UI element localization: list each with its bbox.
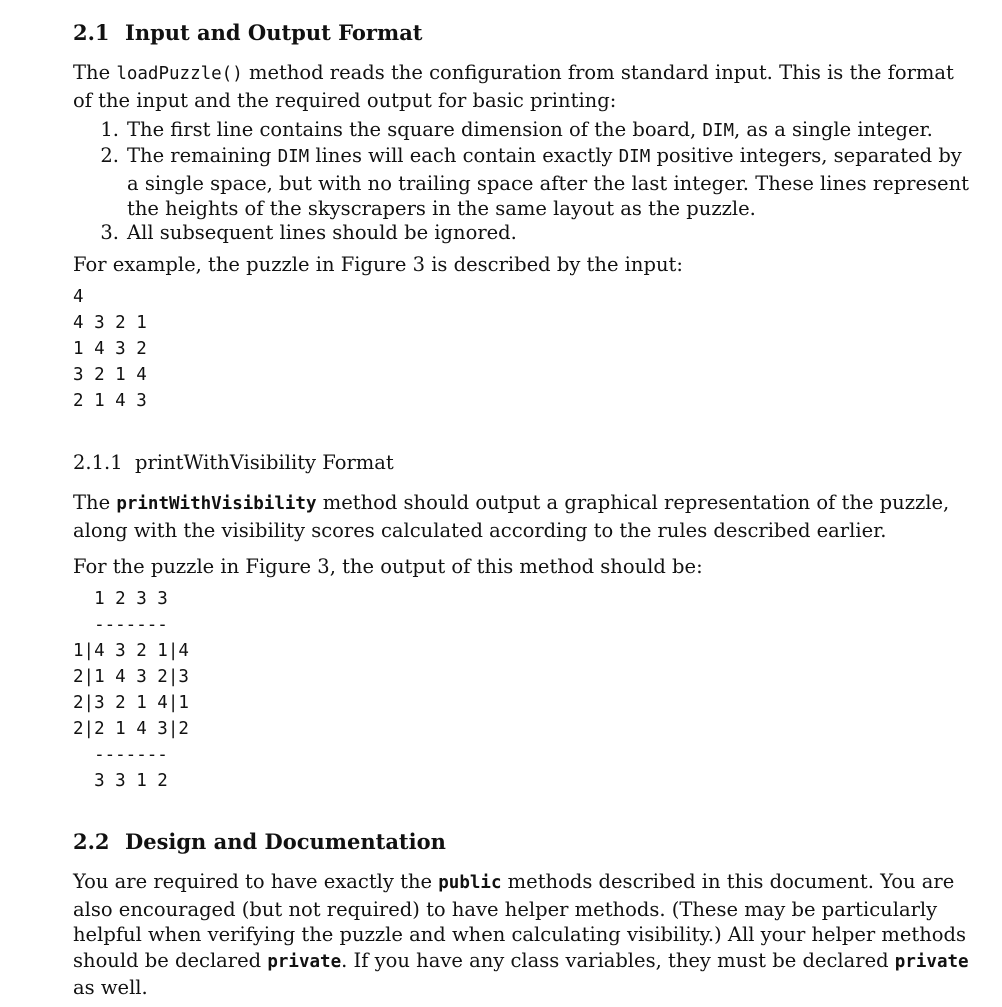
list-item-1: 1. The first line contains the square dimension of the board, DIM, as a single integer. [100, 118, 933, 141]
example-intro: For example, the puzzle in Figure 3 is described by the input: [73, 253, 683, 276]
subsection-number: 2.1.1 [73, 451, 123, 474]
subsection-heading-2-1-1 [73, 451, 394, 474]
section-heading-2-1 [73, 20, 423, 45]
code-private: private [267, 951, 342, 972]
pwv-paragraph: The printWithVisibility method should output a graphical representation of the puzzle, along with the visibility scores calculated according to the rules described earlier. [73, 491, 950, 542]
section-number: 2.2 [73, 829, 110, 854]
code-loadpuzzle: loadPuzzle() [116, 64, 243, 84]
code-printwithvisibility: printWithVisibility [116, 494, 317, 514]
list-item-3: 3. All subsequent lines should be ignored. [100, 221, 517, 244]
input-code-block: 4 4 3 2 1 1 4 3 2 3 2 1 4 2 1 4 3 [73, 287, 147, 411]
output-intro: For the puzzle in Figure 3, the output of this method should be: [73, 555, 703, 578]
code-dim: DIM [702, 121, 734, 141]
list-item-2: 2. The remaining DIM lines will each contain exactly DIM positive integers, separated by a single space, but with no trailing space after the last integer. These lines represent the heights of the skyscrapers in the same layout as the puzzle. [100, 144, 969, 220]
design-paragraph: You are required to have exactly the public methods described in this document. You are also encouraged (but not required) to have helper methods. (These may be particularly helpful when verifying the puzzle and when calculating visibility.) All your helper methods should be declared private. If you have any class variables, they must be declared private as well. [73, 870, 969, 999]
section-number: 2.1 [73, 20, 110, 45]
code-dim: DIM [277, 147, 310, 167]
section-title: Input and Output Format [125, 20, 423, 45]
intro-line-2: of the input and the required output for basic printing: [73, 88, 617, 112]
section-title: Design and Documentation [125, 829, 446, 854]
subsection-title: printWithVisibility Format [135, 451, 394, 474]
code-private: private [894, 951, 969, 972]
code-public: public [438, 873, 502, 893]
section-heading-2-2 [73, 829, 446, 854]
code-dim: DIM [618, 147, 651, 167]
intro-paragraph [73, 60, 954, 113]
intro-line-1: The loadPuzzle() method reads the configuration from standard input. This is the format [73, 61, 954, 84]
output-code-block: 1 2 3 3 ------- 1|4 3 2 1|4 2|1 4 3 2|3 2|3 2 1 4|1 2|2 1 4 3|2 ------- 3 3 1 2 [73, 589, 189, 791]
